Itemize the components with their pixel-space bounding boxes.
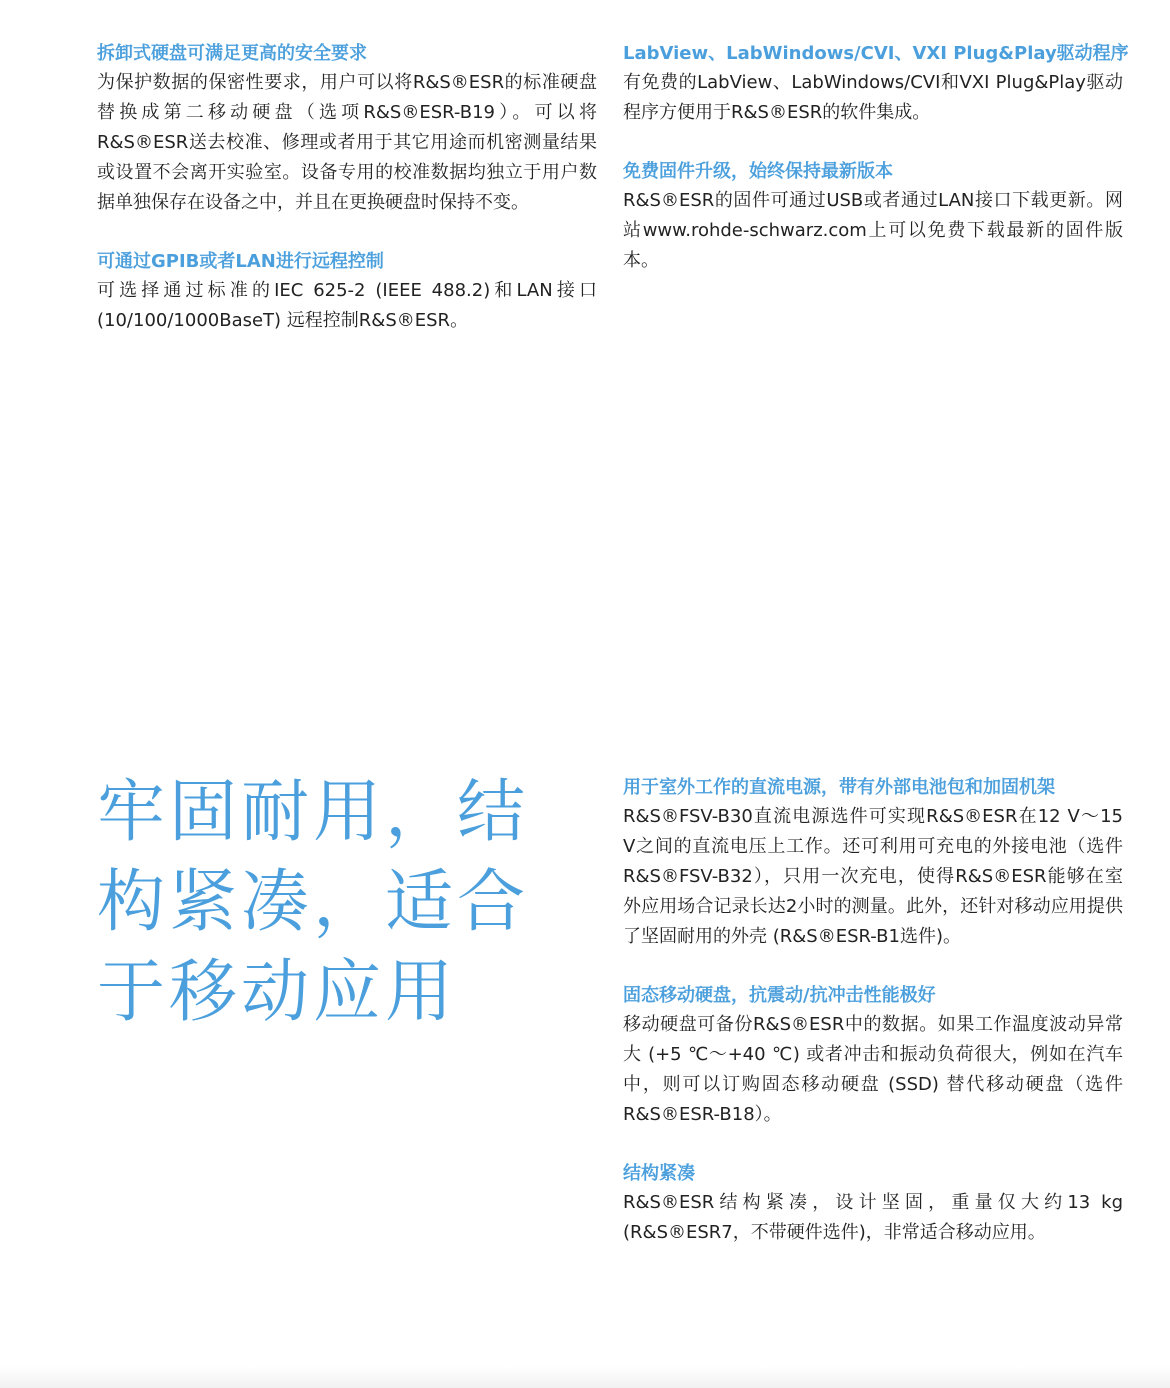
- section-body: 移动硬盘可备份R&S®ESR中的数据。如果工作温度波动异常大 (+5 ℃～+40 ℃) 或者冲击和振动负荷很大，例如在汽车中，则可以订购固态移动硬盘 (SSD) 替代移动硬盘（选件R&S®ESR-B18）。: [623, 1014, 1123, 1125]
- section-heading: LabView、LabWindows/CVI、VXI Plug&Play驱动程序: [623, 43, 1129, 64]
- section-removable-drive: [97, 40, 597, 218]
- section-heading: 可通过GPIB或者LAN进行远程控制: [97, 251, 384, 272]
- section-heading: 免费固件升级，始终保持最新版本: [623, 161, 893, 182]
- right-bottom-column: [623, 774, 1123, 1278]
- section-ssd: [623, 982, 1123, 1130]
- section-body: R&S®ESR结构紧凑，设计坚固，重量仅大约13 kg (R&S®ESR7，不带硬件选件)，非常适合移动应用。: [623, 1192, 1123, 1243]
- section-remote-control: [97, 248, 597, 336]
- section-body: R&S®FSV-B30直流电源选件可实现R&S®ESR在12 V～15 V之间的直流电压上工作。还可利用可充电的外接电池（选件R&S®FSV-B32），只用一次充电，使得R&S®ESR能够在室外应用场合记录长达2小时的测量。此外，还针对移动应用提供了坚固耐用的外壳 (R&S®ESR-B1选件)。: [623, 806, 1123, 947]
- left-top-column: [97, 40, 597, 366]
- section-body: R&S®ESR的固件可通过USB或者通过LAN接口下载更新。网站www.rohde-schwarz.com上可以免费下载最新的固件版本。: [623, 190, 1123, 271]
- section-firmware-update: [623, 158, 1123, 276]
- big-title: 牢固耐用，结构紧凑，适合于移动应用: [97, 773, 530, 1032]
- section-heading: 拆卸式硬盘可满足更高的安全要求: [97, 43, 367, 64]
- page-bottom-shade: [0, 1366, 1170, 1388]
- section-body: 有免费的LabView、LabWindows/CVI和VXI Plug&Play驱动程序方便用于R&S®ESR的软件集成。: [623, 72, 1123, 123]
- section-dc-power: [623, 774, 1123, 952]
- section-drivers: [623, 40, 1129, 128]
- section-heading: 固态移动硬盘，抗震动/抗冲击性能极好: [623, 985, 936, 1006]
- section-body: 为保护数据的保密性要求，用户可以将R&S®ESR的标准硬盘替换成第二移动硬盘（选项R&S®ESR-B19）。可以将R&S®ESR送去校准、修理或者用于其它用途而机密测量结果或设置不会离开实验室。设备专用的校准数据均独立于用户数据单独保存在设备之中，并且在更换硬盘时保持不变。: [97, 72, 597, 213]
- section-body: 可选择通过标准的IEC 625-2 (IEEE 488.2)和LAN接口(10/100/1000BaseT) 远程控制R&S®ESR。: [97, 280, 597, 331]
- right-top-column: [623, 40, 1129, 306]
- section-heading: 用于室外工作的直流电源，带有外部电池包和加固机架: [623, 777, 1055, 798]
- section-heading: 结构紧凑: [623, 1163, 695, 1184]
- section-compact: [623, 1160, 1123, 1248]
